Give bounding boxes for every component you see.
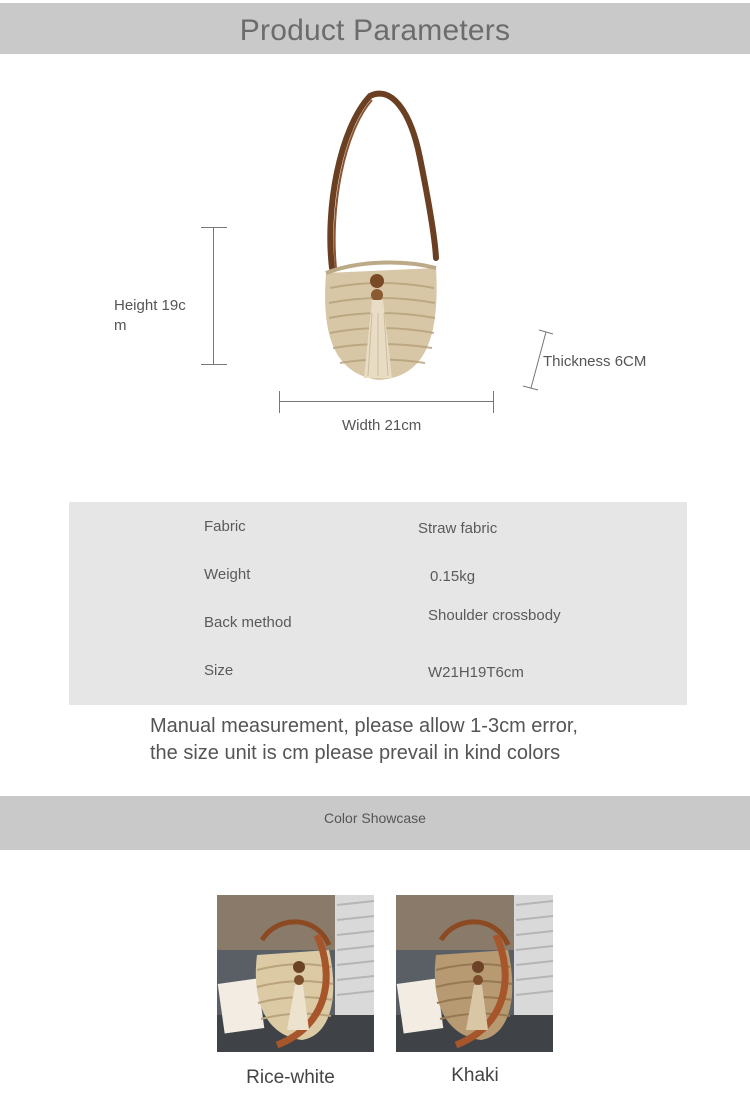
param-value-size: W21H19T6cm: [428, 664, 524, 681]
width-measure-left-cap: [279, 391, 280, 413]
param-key-fabric: Fabric: [204, 518, 246, 535]
height-measure-line: [213, 227, 214, 365]
color-label-khaki: Khaki: [451, 1065, 499, 1086]
param-key-weight: Weight: [204, 566, 251, 583]
color-swatch-khaki[interactable]: [396, 895, 553, 1052]
width-label: Width 21cm: [342, 417, 422, 434]
thickness-label: Thickness 6CM: [543, 353, 647, 370]
param-value-back-method: Shoulder crossbody: [428, 607, 561, 624]
width-measure-right-cap: [493, 391, 494, 413]
color-swatch-rice-white[interactable]: [217, 895, 374, 1052]
param-value-weight: 0.15kg: [430, 568, 476, 585]
width-measure-line: [279, 401, 494, 402]
khaki-bag-photo: [396, 895, 553, 1052]
color-showcase-title: Color Showcase: [324, 810, 426, 826]
height-measure-top-cap: [201, 227, 227, 228]
page-title: Product Parameters: [239, 14, 511, 47]
measurement-note-line-2: the size unit is cm please prevail in kind colors: [150, 742, 561, 764]
rice-white-bag-photo: [217, 895, 374, 1052]
height-label: Height 19c m: [114, 297, 186, 334]
color-label-rice-white: Rice-white: [246, 1067, 335, 1088]
parameters-table: [69, 502, 687, 705]
param-key-size: Size: [204, 662, 234, 679]
height-measure-bottom-cap: [201, 364, 227, 365]
param-value-fabric: Straw fabric: [418, 520, 498, 537]
product-image: [300, 88, 460, 388]
measurement-note-line-1: Manual measurement, please allow 1-3cm error,: [150, 715, 578, 737]
param-key-back-method: Back method: [204, 614, 292, 631]
